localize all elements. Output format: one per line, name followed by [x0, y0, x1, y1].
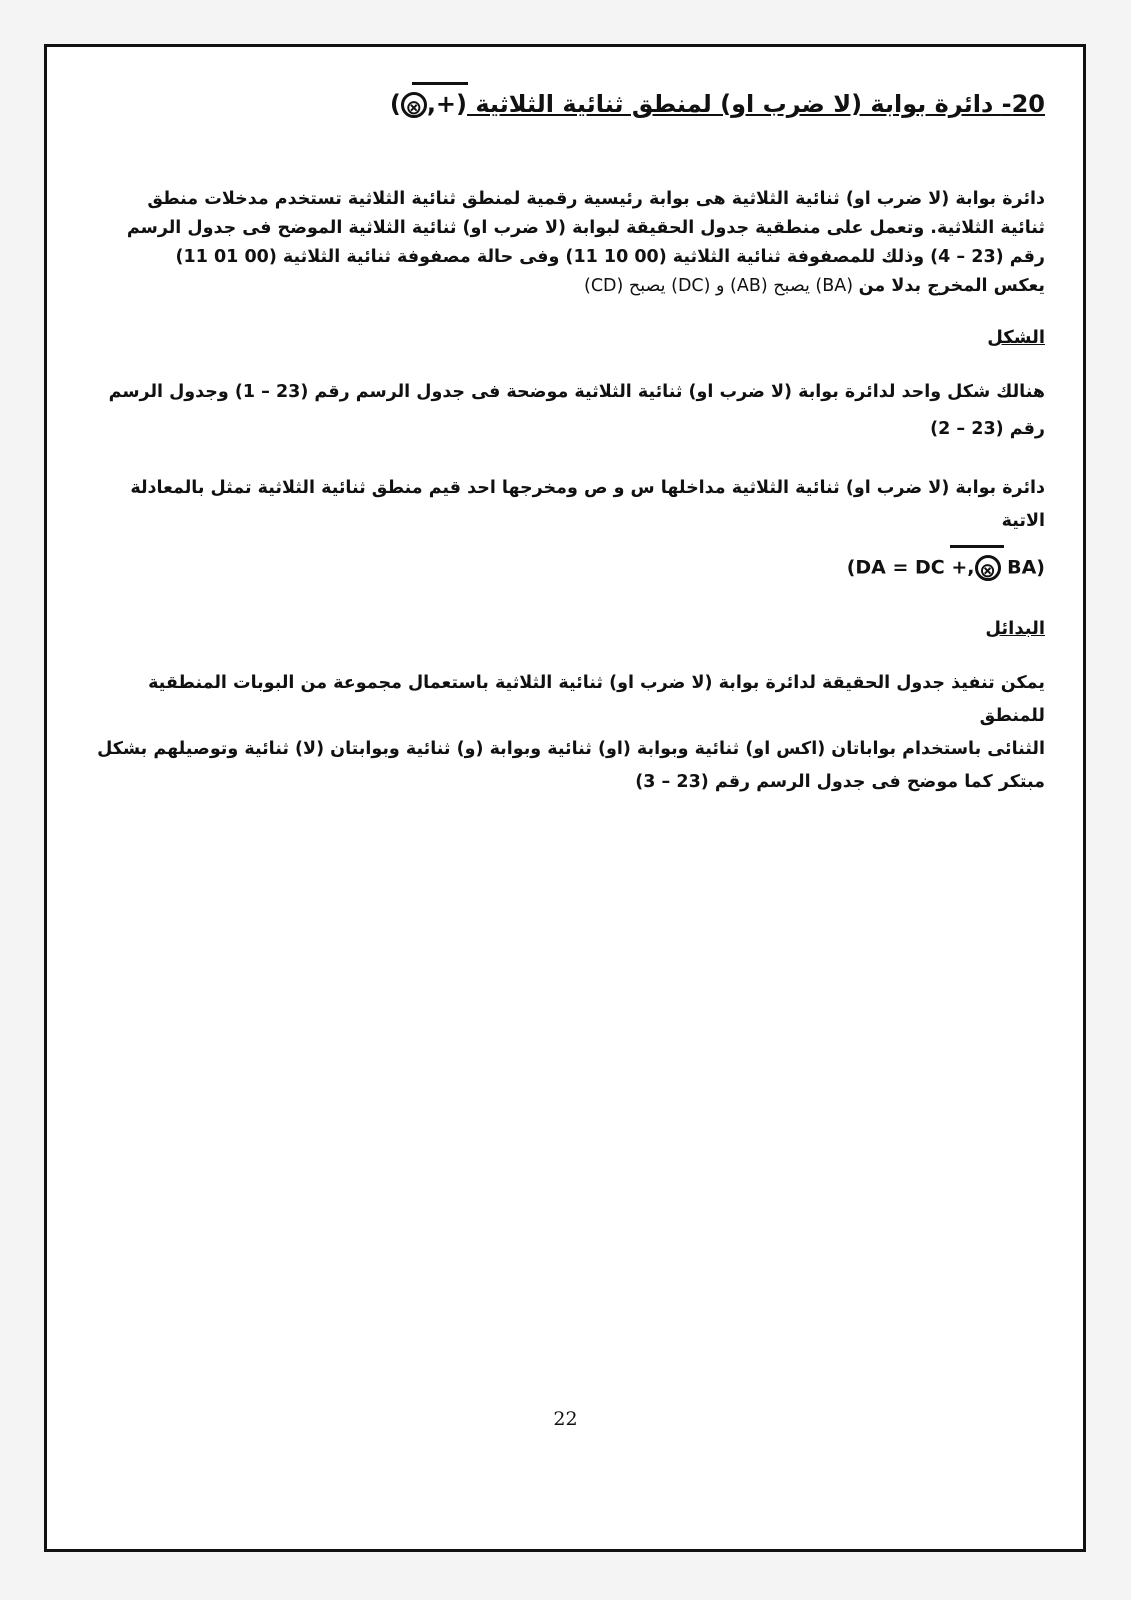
alternatives-title: البدائل — [985, 618, 1045, 639]
alternatives-line: مبتكر كما موضح فى جدول الرسم رقم (23 – 3) — [635, 772, 1045, 792]
heading-operator-overline — [412, 82, 468, 85]
alternatives-line: الثنائى باستخدام بواباتان (اكس او) ثنائية وبوابة (او) ثنائية وبوابة (و) ثنائية وبوابتان (لا) ثنائية وتوصيلهم بشكل — [97, 739, 1045, 759]
shape-line: الاتية — [1001, 511, 1045, 531]
alternatives-line: يمكن تنفيذ جدول الحقيقة لدائرة بوابة (لا ضرب او) ثنائية الثلاثية باستعمال مجموعة من البوبات المنطقية للمنطق — [148, 673, 1045, 726]
shape-line: دائرة بوابة (لا ضرب او) ثنائية الثلاثية مداخلها س و ص ومخرجها احد قيم منطق ثنائية الثلاثية تمثل بالمعادلة — [130, 478, 1045, 498]
intro-line: رقم (23 – 4) وذلك للمصفوفة ثنائية الثلاثية (00 10 11) وفى حالة مصفوفة ثنائية الثلاثية (00 01 11) — [175, 247, 1045, 267]
shape-paragraph — [80, 378, 1045, 444]
section-heading — [390, 90, 1045, 118]
intro-line: يعكس المخرج بدلا من (BA) يصبح (AB) و (DC) يصبح (CD) — [584, 276, 1045, 296]
page-number: 22 — [553, 1408, 578, 1430]
heading-text: دائرة بوابة (لا ضرب او) لمنطق ثنائية الثلاثية — [467, 90, 1002, 118]
shape-title: الشكل — [987, 327, 1045, 348]
intro-line: دائرة بوابة (لا ضرب او) ثنائية الثلاثية هى بوابة رئيسية رقمية لمنطق ثنائية الثلاثية تستخدم مدخلات منطق — [147, 189, 1045, 209]
equation-left: (DA = DC +, — [846, 556, 975, 579]
alternatives-paragraph — [80, 667, 1045, 799]
equation-overline — [950, 545, 1004, 548]
shape-line: رقم (23 – 2) — [930, 419, 1045, 439]
shape-line: هنالك شكل واحد لدائرة بوابة (لا ضرب او) ثنائية الثلاثية موضحة فى جدول الرسم رقم (23 – 1) وجدول الرسم — [108, 382, 1045, 402]
shape-description — [80, 474, 1045, 536]
otimes-icon: ⊗ — [401, 92, 427, 118]
otimes-icon: ⊗ — [975, 555, 1001, 581]
intro-paragraph — [80, 185, 1045, 301]
intro-line: ثنائية الثلاثية. وتعمل على منطقية جدول الحقيقة لبوابة (لا ضرب او) ثنائية الثلاثية الموضح فى جدول الرسم — [126, 218, 1045, 238]
heading-operator: ( ⊗ ,+) — [390, 90, 467, 118]
heading-number: 20- — [1001, 90, 1045, 118]
equation — [847, 555, 1045, 581]
equation-right: BA) — [1000, 556, 1045, 579]
